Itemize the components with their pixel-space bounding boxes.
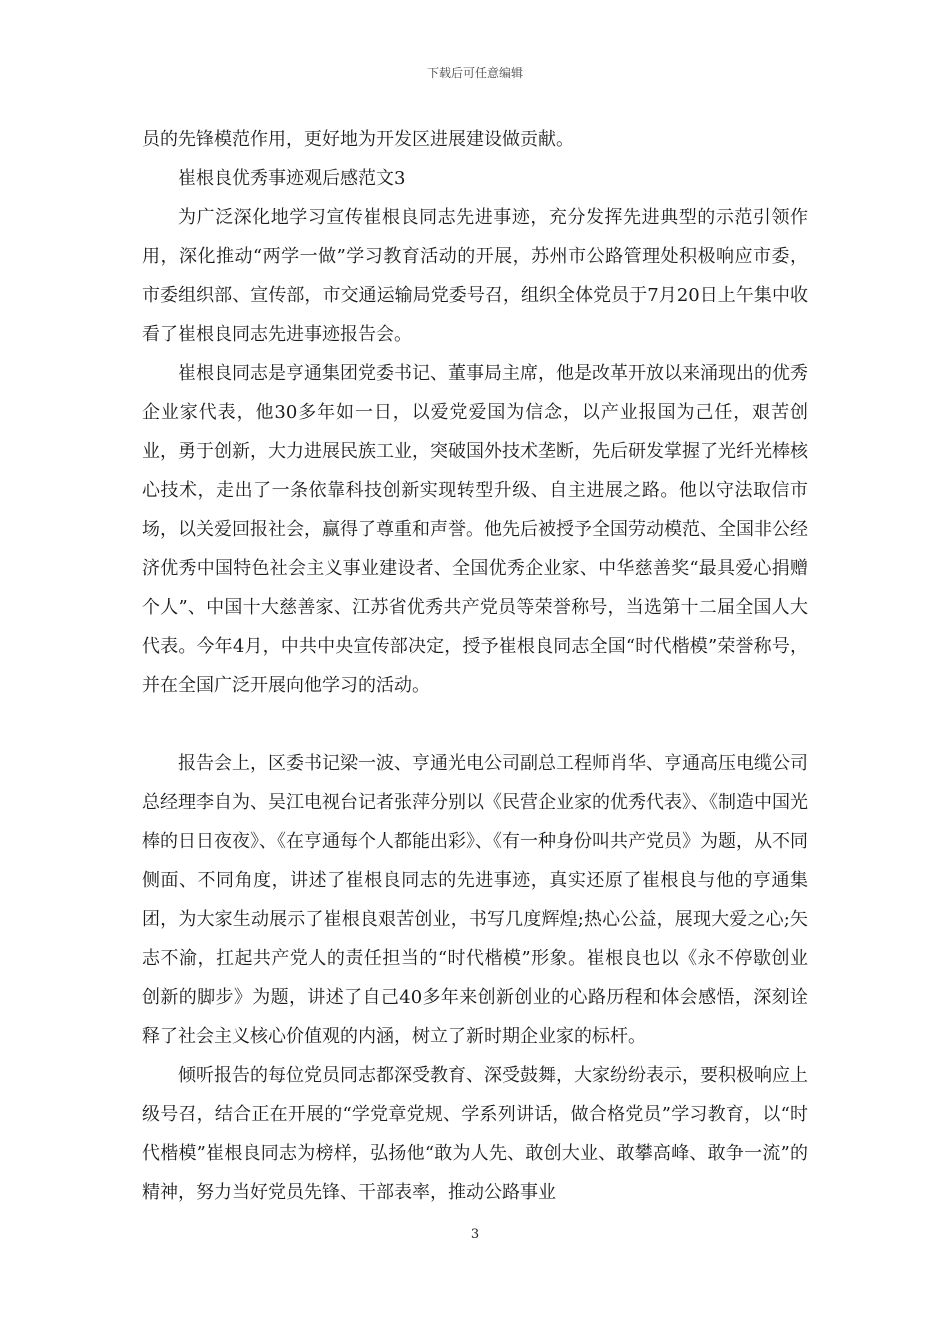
paragraph: 倾听报告的每位党员同志都深受教育、深受鼓舞，大家纷纷表示，要积极响应上级号召，结合正在开展的“学党章党规、学系列讲话，做合格党员”学习教育，以“时代楷模”崔根良同志为榜样，弘扬他“敢为人先、敢创大业、敢攀高峰、敢争一流”的精神，努力当好党员先锋、干部表率，推动公路事业	[142, 1065, 808, 1203]
document-body	[142, 120, 808, 1212]
section-title: 崔根良优秀事迹观后感范文3	[178, 168, 406, 189]
paragraph-spacer	[142, 705, 808, 744]
page-number: 3	[470, 1227, 480, 1242]
paragraph: 为广泛深化地学习宣传崔根良同志先进事迹，充分发挥先进典型的示范引领作用，深化推动“两学一做”学习教育活动的开展，苏州市公路管理处积极响应市委，市委组织部、宣传部，市交通运输局党委号召，组织全体党员于7月20日上午集中收看了崔根良同志先进事迹报告会。	[142, 207, 808, 345]
page-header: 下载后可任意编辑	[426, 66, 523, 80]
paragraph: 崔根良同志是亨通集团党委书记、董事局主席，他是改革开放以来涌现出的优秀企业家代表，他30多年如一日，以爱党爱国为信念，以产业报国为己任，艰苦创业，勇于创新，大力进展民族工业，突破国外技术垄断，先后研发掌握了光纤光棒核心技术，走出了一条依靠科技创新实现转型升级、自主进展之路。他以守法取信市场，以关爱回报社会，赢得了尊重和声誉。他先后被授予全国劳动模范、全国非公经济优秀中国特色社会主义事业建设者、全国优秀企业家、中华慈善奖“最具爱心捐赠个人”、中国十大慈善家、江苏省优秀共产党员等荣誉称号，当选第十二届全国人大代表。今年4月，中共中央宣传部决定，授予崔根良同志全国“时代楷模”荣誉称号，并在全国广泛开展向他学习的活动。	[142, 363, 808, 696]
paragraph-continuation: 员的先锋模范作用，更好地为开发区进展建设做贡献。	[142, 129, 574, 150]
paragraph: 报告会上，区委书记梁一波、亨通光电公司副总工程师肖华、亨通高压电缆公司总经理李自为、吴江电视台记者张萍分别以《民营企业家的优秀代表》、《制造中国光棒的日日夜夜》、《在亨通每个人都能出彩》、《有一种身份叫共产党员》为题，从不同侧面、不同角度，讲述了崔根良同志的先进事迹，真实还原了崔根良与他的亨通集团，为大家生动展示了崔根良艰苦创业，书写几度辉煌;热心公益，展现大爱之心;矢志不渝，扛起共产党人的责任担当的“时代楷模”形象。崔根良也以《永不停歇创业创新的脚步》为题，讲述了自己40多年来创新创业的心路历程和体会感悟，深刻诠释了社会主义核心价值观的内涵，树立了新时期企业家的标杆。	[142, 753, 808, 1047]
